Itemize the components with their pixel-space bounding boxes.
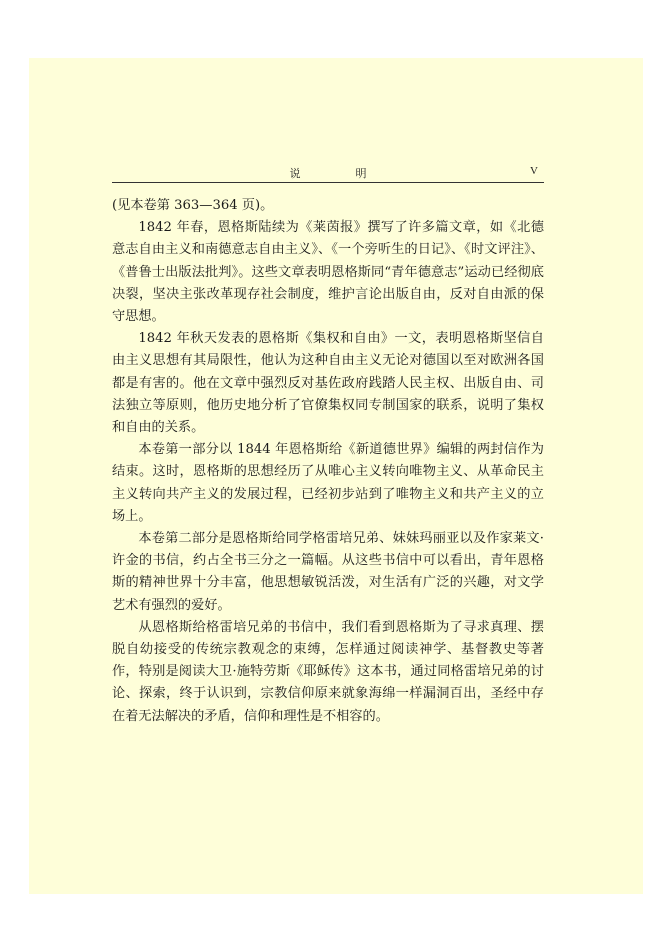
body-text (112, 195, 544, 728)
page-number: V (530, 165, 538, 177)
paragraph: 从恩格斯给格雷培兄弟的书信中，我们看到恩格斯为了寻求真理、摆脱自幼接受的传统宗教观念的束缚，怎样通过阅读神学、基督教史等著作，特别是阅读大卫·施特劳斯《耶稣传》这本书，通过同格雷培兄弟的讨论、探索，终于认识到，宗教信仰原来就象海绵一样漏洞百出，圣经中存在着无法解决的矛盾，信仰和理性是不相容的。 (112, 619, 544, 724)
header-title: 说 明 (289, 167, 389, 180)
paragraph: 本卷第二部分是恩格斯给同学格雷培兄弟、妹妹玛丽亚以及作家莱文·许金的书信，约占全书三分之一篇幅。从这些书信中可以看出，青年恩格斯的精神世界十分丰富，他思想敏锐活泼，对生活有广泛的兴趣，对文学艺术有强烈的爱好。 (112, 531, 544, 613)
paragraph: 本卷第一部分以 1844 年恩格斯给《新道德世界》编辑的两封信作为结束。这时，恩格斯的思想经历了从唯心主义转向唯物主义、从革命民主主义转向共产主义的发展过程，已经初步站到了唯物主义和共产主义的立场上。 (112, 442, 544, 524)
paragraph: 1842 年秋天发表的恩格斯《集权和自由》一文，表明恩格斯坚信自由主义思想有其局限性，他认为这种自由主义无论对德国以至对欧洲各国都是有害的。他在文章中强烈反对基佐政府践踏人民主权、出版自由、司法独立等原则，他历史地分析了官僚集权同专制国家的联系，说明了集权和自由的关系。 (112, 331, 544, 436)
paragraph-continuation: (见本卷第 363—364 页)。 (112, 198, 274, 213)
running-header (112, 162, 544, 183)
paragraph: 1842 年春，恩格斯陆续为《莱茵报》撰写了许多篇文章，如《北德意志自由主义和南德意志自由主义》、《一个旁听生的日记》、《时文评注》、《普鲁士出版法批判》。这些文章表明恩格斯同“青年德意志”运动已经彻底决裂，坚决主张改革现存社会制度，维护言论出版自由，反对自由派的保守思想。 (112, 220, 544, 325)
